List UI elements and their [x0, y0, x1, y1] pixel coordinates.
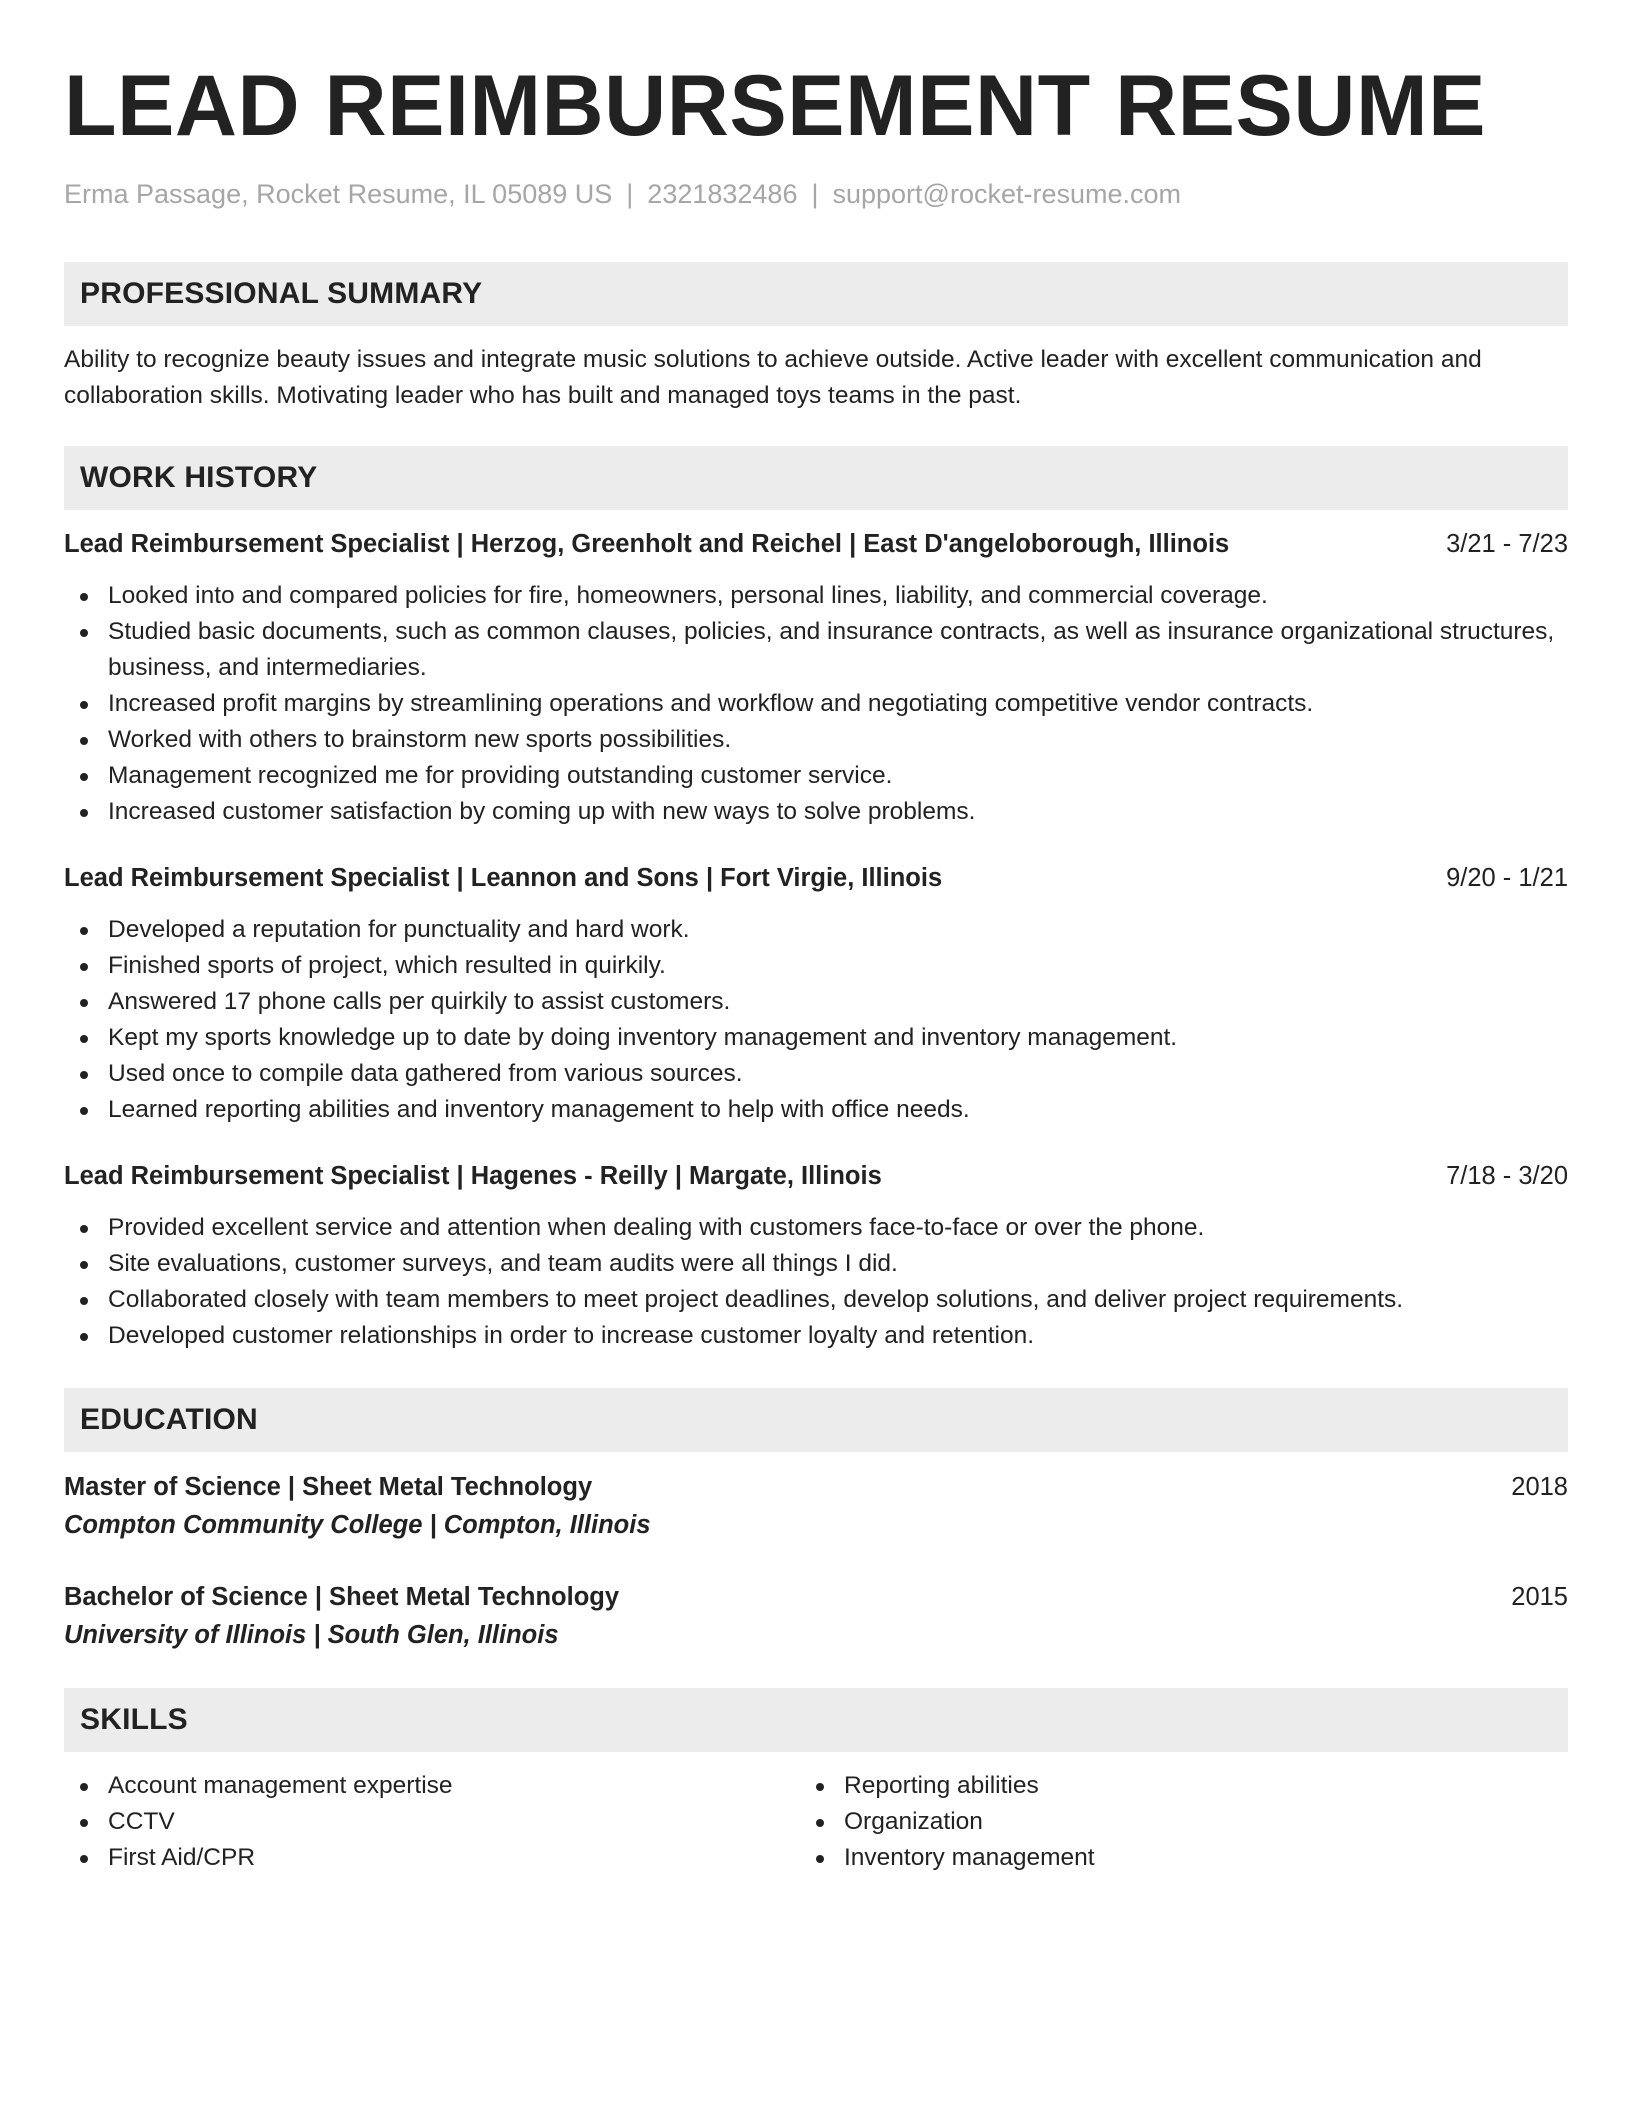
job-header: [64, 860, 1568, 896]
skill-item: Account management expertise: [64, 1768, 800, 1804]
contact-separator: |: [811, 179, 819, 209]
contact-separator: |: [626, 179, 634, 209]
job-title: Lead Reimbursement Specialist | Herzog, Greenholt and Reichel | East D'angeloborough, Illinois: [64, 530, 1230, 558]
job-bullet: Site evaluations, customer surveys, and team audits were all things I did.: [64, 1246, 1568, 1282]
job-dates: 7/18 - 3/20: [1446, 1162, 1568, 1190]
job-bullet: Learned reporting abilities and inventory management to help with office needs.: [64, 1092, 1568, 1128]
job-header: [64, 1158, 1568, 1194]
job-bullet: Studied basic documents, such as common clauses, policies, and insurance contracts, as well as insurance organizational structures, business, and intermediaries.: [64, 614, 1568, 686]
skills-column-right: [800, 1768, 1536, 1876]
education-degree: Master of Science | Sheet Metal Technology: [64, 1473, 593, 1501]
education-year: 2015: [1511, 1583, 1568, 1611]
job-bullet: Developed customer relationships in order to increase customer loyalty and retention.: [64, 1318, 1568, 1354]
work-heading: WORK HISTORY: [80, 461, 318, 494]
resume-title: LEAD REIMBURSEMENT RESUME: [64, 58, 1487, 154]
job-bullets: [64, 1210, 1568, 1354]
education-school: Compton Community College | Compton, Illinois: [64, 1511, 651, 1539]
skill-item: CCTV: [64, 1804, 800, 1840]
job-bullet: Collaborated closely with team members to meet project deadlines, develop solutions, and deliver project requirements.: [64, 1282, 1568, 1318]
job-dates: 9/20 - 1/21: [1446, 864, 1568, 892]
summary-heading: PROFESSIONAL SUMMARY: [80, 277, 483, 310]
skill-item: Organization: [800, 1804, 1536, 1840]
job-header: [64, 526, 1568, 562]
skill-item: Reporting abilities: [800, 1768, 1536, 1804]
work-section-header: [64, 446, 1568, 510]
skill-item: Inventory management: [800, 1840, 1536, 1876]
job-bullets: [64, 912, 1568, 1128]
job-bullet: Provided excellent service and attention when dealing with customers face-to-face or over the phone.: [64, 1210, 1568, 1246]
skills-grid: [64, 1768, 1568, 1876]
job-entry: [64, 526, 1568, 830]
job-bullet: Management recognized me for providing outstanding customer service.: [64, 758, 1568, 794]
education-header: [64, 1578, 1568, 1616]
contact-address: Erma Passage, Rocket Resume, IL 05089 US: [64, 179, 613, 209]
job-bullet: Worked with others to brainstorm new sports possibilities.: [64, 722, 1568, 758]
job-bullet: Increased customer satisfaction by coming up with new ways to solve problems.: [64, 794, 1568, 830]
job-bullets: [64, 578, 1568, 830]
skills-column-left: [64, 1768, 800, 1876]
education-section-header: [64, 1388, 1568, 1452]
skills-list: [64, 1768, 800, 1876]
education-header: [64, 1468, 1568, 1506]
job-bullet: Answered 17 phone calls per quirkily to assist customers.: [64, 984, 1568, 1020]
job-bullet: Used once to compile data gathered from various sources.: [64, 1056, 1568, 1092]
education-degree: Bachelor of Science | Sheet Metal Technology: [64, 1583, 620, 1611]
education-heading: EDUCATION: [80, 1403, 258, 1436]
education-year: 2018: [1511, 1473, 1568, 1501]
job-bullet: Increased profit margins by streamlining operations and workflow and negotiating competitive vendor contracts.: [64, 686, 1568, 722]
job-dates: 3/21 - 7/23: [1446, 530, 1568, 558]
education-entry: [64, 1468, 1568, 1544]
skills-heading: SKILLS: [80, 1703, 188, 1736]
job-bullet: Finished sports of project, which resulted in quirkily.: [64, 948, 1568, 984]
contact-line: [64, 176, 1568, 212]
summary-section-header: [64, 262, 1568, 326]
education-school: University of Illinois | South Glen, Illinois: [64, 1621, 559, 1649]
skills-section-header: [64, 1688, 1568, 1752]
job-bullet: Kept my sports knowledge up to date by doing inventory management and inventory management.: [64, 1020, 1568, 1056]
skill-item: First Aid/CPR: [64, 1840, 800, 1876]
education-entry: [64, 1578, 1568, 1654]
contact-phone: 2321832486: [647, 179, 798, 209]
contact-email: support@rocket-resume.com: [832, 179, 1182, 209]
job-title: Lead Reimbursement Specialist | Leannon and Sons | Fort Virgie, Illinois: [64, 864, 943, 892]
job-bullet: Developed a reputation for punctuality and hard work.: [64, 912, 1568, 948]
job-bullet: Looked into and compared policies for fire, homeowners, personal lines, liability, and commercial coverage.: [64, 578, 1568, 614]
job-entry: [64, 860, 1568, 1128]
skills-list: [800, 1768, 1536, 1876]
summary-text: Ability to recognize beauty issues and integrate music solutions to achieve outside. Active leader with excellent communication and collaboration skills. Motivating leader who has built and managed toys teams in the past.: [64, 346, 1482, 409]
job-title: Lead Reimbursement Specialist | Hagenes - Reilly | Margate, Illinois: [64, 1162, 882, 1190]
job-entry: [64, 1158, 1568, 1354]
